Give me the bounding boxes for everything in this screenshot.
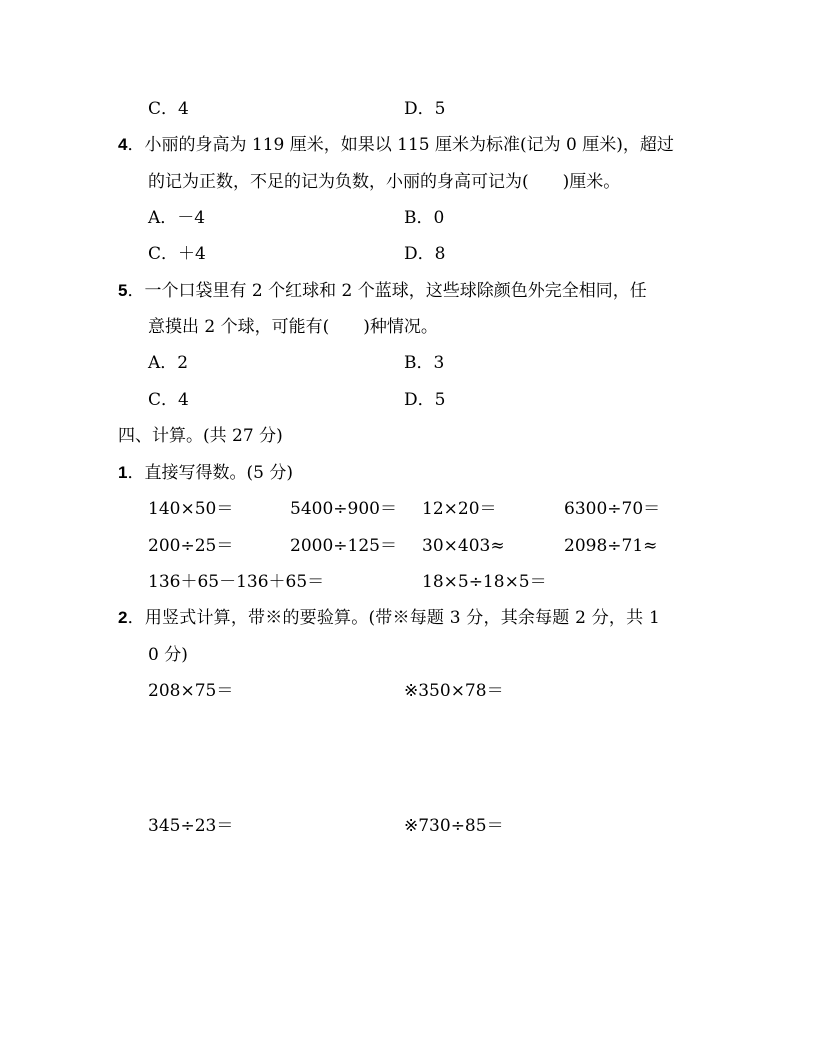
question-number: 4 [118, 135, 128, 154]
calc-item: 12×20＝ [422, 499, 497, 519]
option-d: D．8 [404, 244, 446, 264]
option-c: C．4 [148, 390, 189, 410]
question-5-line-1 [118, 280, 647, 302]
problem-2-line-2: 0 分) [148, 645, 188, 665]
calc-item: 18×5÷18×5＝ [422, 572, 547, 592]
option-d: D．5 [404, 390, 446, 410]
option-c: C．＋4 [148, 244, 206, 264]
question-5-line-2: 意摸出 2 个球，可能有( )种情况。 [148, 317, 438, 337]
calc-item: 2000÷125＝ [290, 536, 397, 556]
question-number: 5 [118, 281, 128, 300]
problem-number: 1 [118, 463, 128, 482]
problem-2-line-1 [118, 607, 660, 629]
option-a: A．－4 [148, 208, 206, 228]
option-c: C．4 [148, 99, 189, 119]
section-title: 四、计算。(共 27 分) [118, 426, 283, 446]
calc-item: 6300÷70＝ [564, 499, 661, 519]
calc-item: 136＋65－136＋65＝ [148, 572, 325, 592]
calc-item: 200÷25＝ [148, 536, 234, 556]
question-text: ．小丽的身高为 119 厘米，如果以 115 厘米为标准(记为 0 厘米)，超过 [127, 135, 674, 155]
vertical-calc-item: 345÷23＝ [148, 816, 234, 836]
problem-text: ．直接写得数。(5 分) [127, 463, 293, 483]
option-a: A．2 [148, 353, 189, 373]
vertical-calc-item: ※350×78＝ [404, 681, 504, 701]
option-b: B．3 [404, 353, 445, 373]
question-4-line-1 [118, 134, 674, 156]
calc-item: 30×403≈ [422, 536, 505, 556]
vertical-calc-item: 208×75＝ [148, 681, 234, 701]
option-d: D．5 [404, 99, 446, 119]
question-4-line-2: 的记为正数，不足的记为负数，小丽的身高可记为( )厘米。 [148, 172, 621, 192]
problem-text: ．用竖式计算，带※的要验算。(带※每题 3 分，其余每题 2 分，共 1 [127, 608, 660, 628]
option-b: B．0 [404, 208, 445, 228]
calc-item: 2098÷71≈ [564, 536, 658, 556]
calc-item: 5400÷900＝ [290, 499, 397, 519]
question-text: ．一个口袋里有 2 个红球和 2 个蓝球，这些球除颜色外完全相同，任 [127, 281, 647, 301]
problem-number: 2 [118, 608, 128, 627]
calc-item: 140×50＝ [148, 499, 234, 519]
problem-1-title [118, 462, 293, 484]
vertical-calc-item: ※730÷85＝ [404, 816, 504, 836]
